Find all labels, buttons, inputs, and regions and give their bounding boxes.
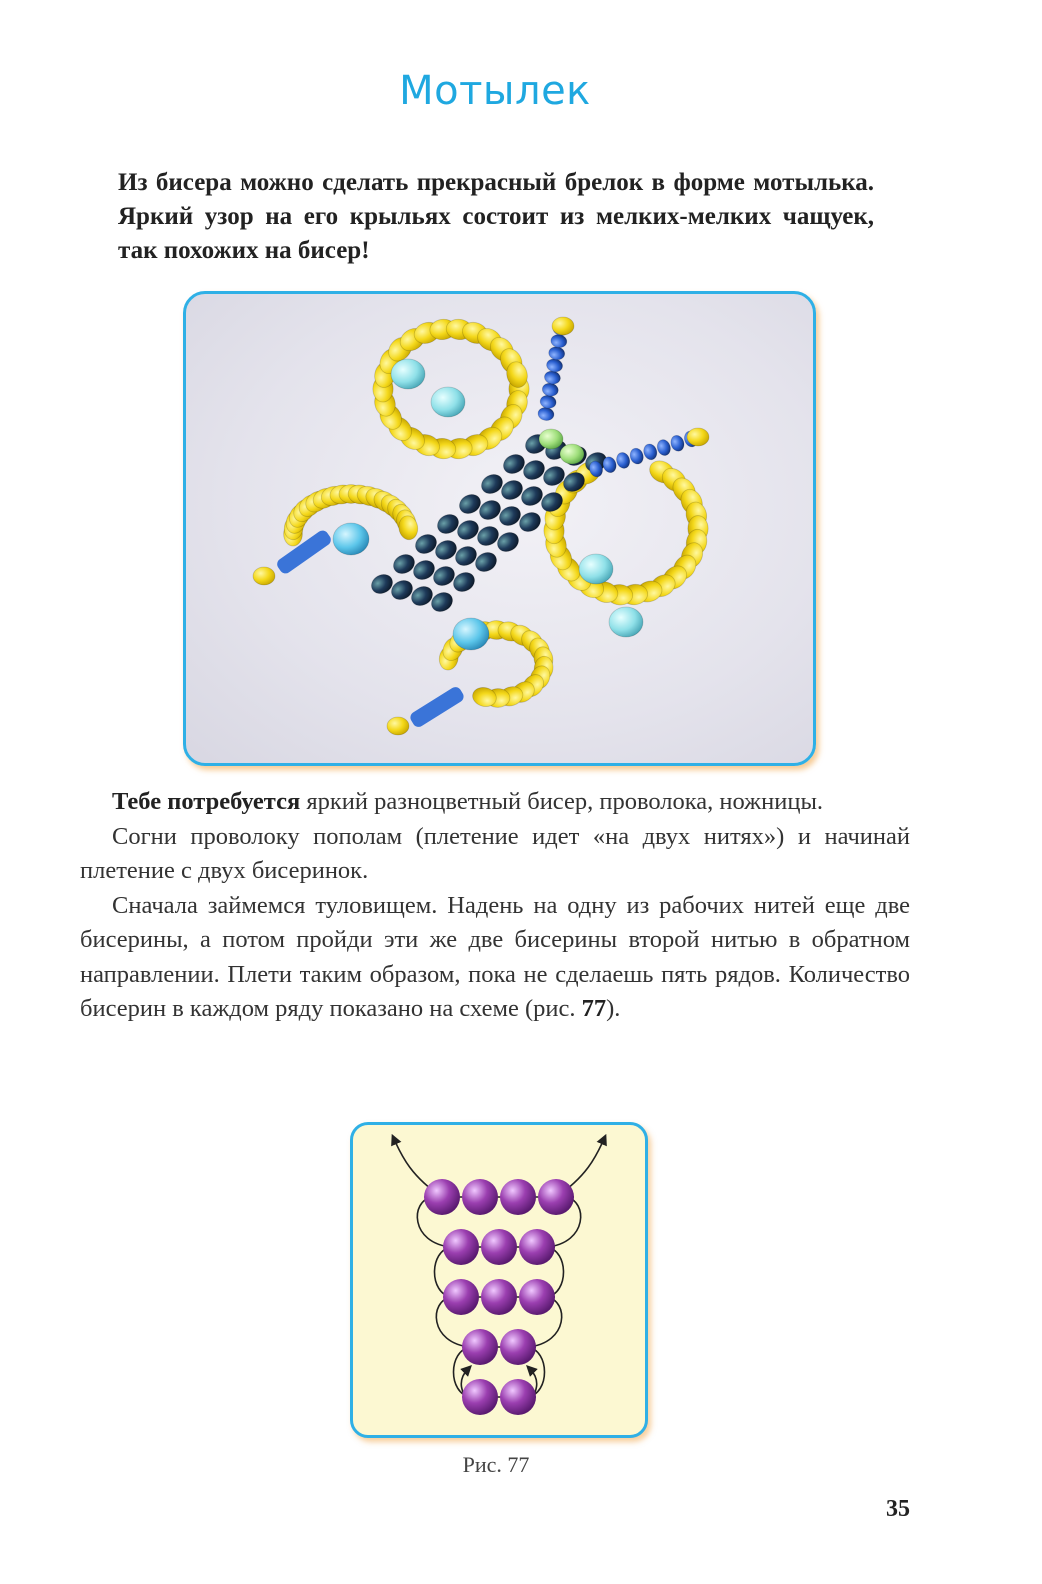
materials-text: яркий разноцветный бисер, проволока, ножницы. bbox=[300, 788, 824, 815]
bead bbox=[579, 554, 613, 584]
bead bbox=[687, 428, 709, 446]
bead bbox=[615, 451, 632, 470]
scheme-bead bbox=[443, 1229, 479, 1265]
scheme-bead bbox=[443, 1279, 479, 1315]
bead bbox=[628, 447, 645, 466]
scheme-bead bbox=[500, 1179, 536, 1215]
scheme-bead bbox=[538, 1179, 574, 1215]
intro-paragraph: Из бисера можно сделать прекрасный брелок в форме мотылька. Яркий узор на его крыльях состоит из мелких-мелких чащуек, так похожих на бисер! bbox=[118, 169, 874, 264]
bead bbox=[609, 607, 643, 637]
instructions-text bbox=[80, 785, 910, 1027]
bead bbox=[543, 370, 561, 385]
bead bbox=[253, 567, 275, 585]
bead-scheme-figure bbox=[350, 1122, 648, 1438]
bead bbox=[642, 442, 659, 461]
scheme-bead bbox=[500, 1329, 536, 1365]
bugle-bead bbox=[408, 685, 466, 729]
beaded-butterfly-image bbox=[186, 294, 813, 763]
bead bbox=[669, 434, 686, 453]
bead bbox=[560, 444, 584, 464]
figure-reference: 77 bbox=[581, 995, 607, 1022]
step1-paragraph: Согни проволоку пополам (плетение идет «на двух нитях») и начинай плетение с двух бисеринок. bbox=[80, 822, 910, 884]
scheme-bead bbox=[462, 1379, 498, 1415]
bead bbox=[546, 358, 564, 373]
step2-end: ). bbox=[606, 995, 621, 1022]
scheme-bead bbox=[519, 1229, 555, 1265]
bead bbox=[550, 333, 568, 348]
scheme-bead bbox=[519, 1279, 555, 1315]
bead bbox=[333, 523, 369, 555]
page-number: 35 bbox=[886, 1496, 910, 1522]
butterfly-photo bbox=[183, 291, 816, 766]
materials-lead: Тебе потребуется bbox=[112, 788, 301, 815]
bead bbox=[391, 359, 425, 389]
scheme-bead bbox=[481, 1279, 517, 1315]
scheme-bead bbox=[462, 1329, 498, 1365]
bead bbox=[537, 406, 555, 421]
bead bbox=[539, 429, 563, 449]
scheme-bead bbox=[481, 1229, 517, 1265]
scheme-bead bbox=[462, 1179, 498, 1215]
bead bbox=[387, 717, 409, 735]
step2-paragraph bbox=[80, 889, 910, 1027]
page-title: Мотылек bbox=[399, 68, 591, 114]
bead bbox=[655, 438, 672, 457]
bead bbox=[431, 387, 465, 417]
scheme-bead bbox=[424, 1179, 460, 1215]
bead bbox=[541, 382, 559, 397]
step2-text: Сначала займемся туловищем. Надень на одну из рабочих нитей еще две бисерины, а потом пройди эти же две бисерины второй нитью в обратном направлении. Плети таким образом, пока не сделаешь пять рядов. Количество бисерин в каждом ряду показано на схеме (рис. bbox=[80, 891, 910, 1022]
bead bbox=[539, 394, 557, 409]
bead bbox=[548, 346, 566, 361]
bead bbox=[552, 317, 574, 335]
scheme-bead bbox=[500, 1379, 536, 1415]
bead-scheme-diagram bbox=[353, 1125, 645, 1435]
materials-paragraph bbox=[80, 785, 910, 820]
bead bbox=[453, 618, 489, 650]
figure-caption: Рис. 77 bbox=[462, 1452, 530, 1477]
